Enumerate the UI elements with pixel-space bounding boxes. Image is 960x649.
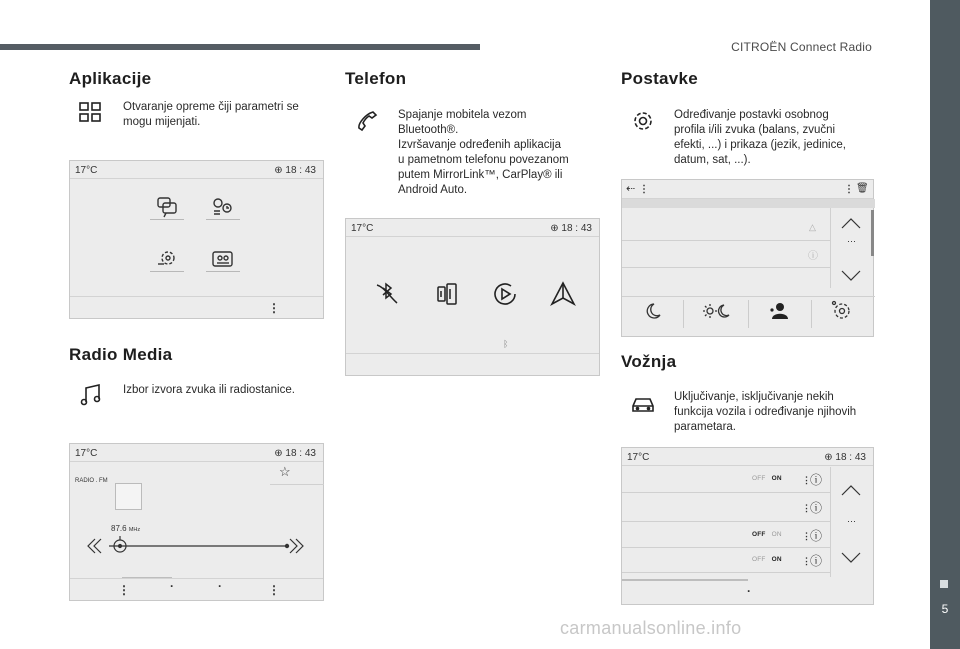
screen-footer [346,339,599,375]
header-menu-icon[interactable]: ⋮ [639,184,649,195]
status-bar: 17°C ⊕ 18 : 43 [70,444,323,462]
info-icon[interactable]: ⓘ [810,473,823,487]
page-marker [940,580,948,588]
general-settings-icon[interactable] [830,299,852,321]
info-icon: ⓘ [808,251,818,262]
info-icon[interactable]: ⓘ [810,529,823,543]
function-toggle-2[interactable]: OFF ON [752,531,782,538]
frequency-slider[interactable] [85,536,310,556]
brand-label: CITROËN Connect Radio [731,40,872,54]
carplay-icon[interactable] [490,279,520,309]
connected-apps-icon[interactable] [154,195,180,219]
day-night-icon[interactable] [702,301,732,321]
info-icon[interactable]: ⓘ [810,554,823,568]
profile-icon[interactable] [767,301,789,321]
section-desc-telefon: Spajanje mobitela vezom Bluetooth®. Izvršavanje određenih aplikacija u pametnom telefonu povezanom putem MirrorLink™, CarPlay® ili Android Auto. [398,109,569,196]
section-title-aplikacije: Aplikacije [69,69,152,88]
page-dot: · [747,584,751,598]
section-title-telefon: Telefon [345,69,407,88]
frequency-readout: 87.6 MHz [111,524,141,533]
section-desc-radio-media: Izbor izvora zvuka ili radiostanice. [123,384,295,396]
page-dot: · [170,579,174,593]
info-icon[interactable]: ⓘ [810,501,823,515]
options-menu-icon[interactable]: ⋮ [844,184,854,195]
section-desc-aplikacije: Otvaranje opreme čiji parametri se mogu mijenjati. [123,101,299,128]
status-bar: 17°C ⊕ 18 : 43 [346,219,599,237]
trash-icon[interactable]: 🗑︎ [856,183,869,194]
phone-screen [345,218,600,376]
screen-footer [70,578,323,600]
status-bar [70,161,323,179]
function-toggle-3[interactable]: OFF ON [752,556,782,563]
section-title-radio-media: Radio Media [69,345,173,364]
watermark: carmanualsonline.info [560,618,742,638]
more-menu-icon[interactable]: ⋮ [268,301,280,315]
header-rule [0,44,480,50]
settings-header [622,180,873,199]
night-mode-icon[interactable] [642,301,664,321]
page-dot: · [218,579,222,593]
scroll-up-icon[interactable] [841,217,861,229]
section-desc-voznja: Uključivanje, isključivanje nekih funkcija vozila i određivanje njihovih parametara. [674,391,857,433]
status-bar: 17°C ⊕ 18 : 43 [622,448,873,466]
settings-app-icon[interactable] [154,247,180,271]
warning-icon: △ [809,222,816,232]
screen-footer [70,296,323,318]
vehicle-settings-icon[interactable] [210,195,236,219]
apps-screen [69,160,324,319]
radio-screen [69,443,324,601]
station-artwork [115,483,142,510]
favourite-star-icon[interactable]: ☆ [279,464,291,479]
music-note-icon [78,382,104,408]
section-title-voznja: Vožnja [621,352,677,371]
scroll-more-dots: ··· [847,236,856,246]
contacts-app-icon[interactable] [210,247,236,271]
scroll-down-icon[interactable] [841,270,861,282]
temperature: 17°C [75,165,98,176]
section-title-postavke: Postavke [621,69,699,88]
back-arrow-icon[interactable]: ⇠ [626,183,636,195]
driving-screen: 17°C ⊕ 18 : 43 OFF ON ⋮ ⓘ ⋮ ⓘ OFF ON ⋮ ⓘ OFF ON ⋮ ⓘ ··· · [621,447,874,605]
bluetooth-status-icon: ᛒ [503,339,509,349]
page-number: 5 [941,602,949,616]
section-desc-postavke: Određivanje postavki osobnog profila i/ili zvuka (balans, zvučni efekti, ...) i prikaza (jezik, jedinice, datum, sat, ...). [674,109,846,166]
settings-gear-icon [630,108,656,134]
scroll-down-icon[interactable] [841,552,861,564]
mirrorlink-icon[interactable] [432,279,462,309]
clock: ⊕ 18 : 43 [274,165,316,176]
scrollbar[interactable] [871,210,874,256]
side-bar [930,0,960,649]
more-menu-icon[interactable]: ⋮ [118,583,130,597]
grid-icon [78,100,104,126]
bluetooth-icon[interactable] [372,279,402,309]
phone-handset-icon [354,108,380,134]
scroll-up-icon[interactable] [841,484,861,496]
car-icon [630,391,656,417]
settings-screen [621,179,874,337]
function-toggle-1[interactable]: OFF ON [752,475,782,482]
android-auto-icon[interactable] [548,279,578,309]
radio-band-label: RADIO . FM [75,478,108,484]
scroll-more-dots: ··· [847,516,856,526]
more-menu-icon[interactable]: ⋮ [268,583,280,597]
